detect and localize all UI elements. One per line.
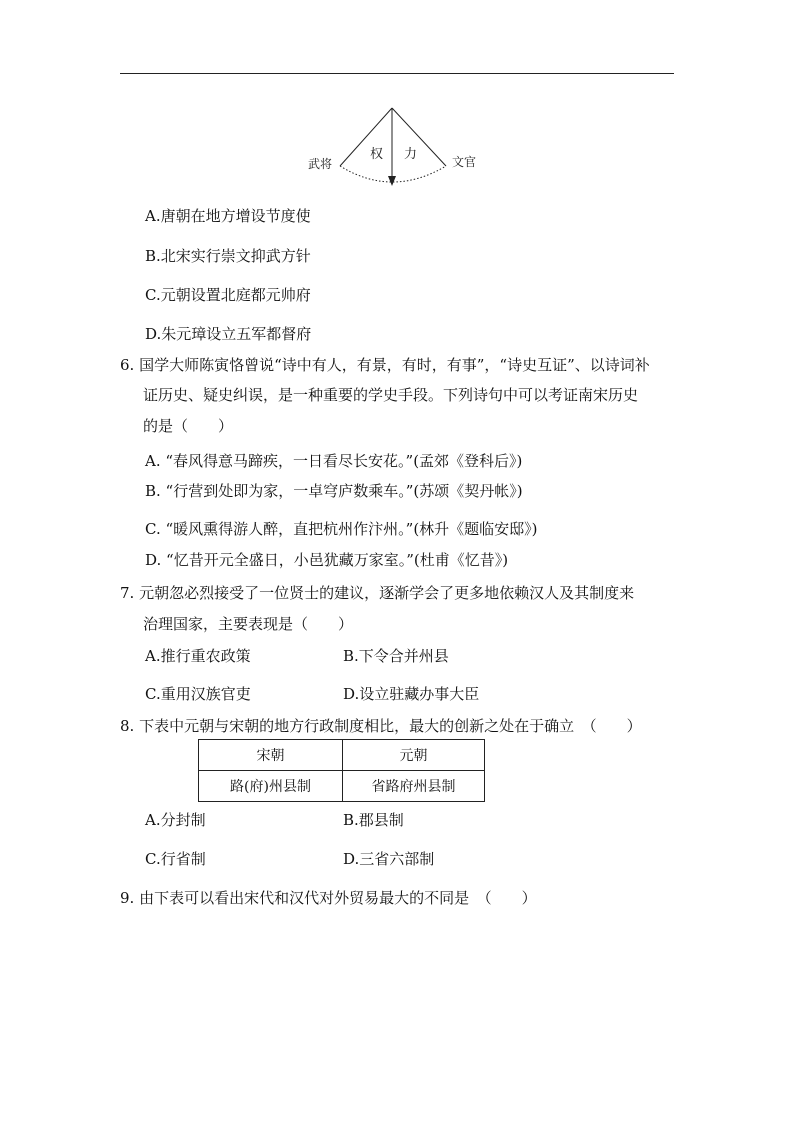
q8-table-cell-yuan: 省路府州县制 (343, 771, 485, 802)
power-diagram (300, 100, 500, 195)
q6-option-c: C. “暖风熏得游人醉，直把杭州作汴州。”(林升《题临安邸》) (145, 520, 538, 538)
q8-option-b: B.郡县制 (343, 811, 404, 829)
header-rule (120, 73, 674, 74)
q7-stem-line-2: 治理国家，主要表现是（ ） (143, 615, 354, 633)
q6-option-d: D. “忆昔开元全盛日，小邑犹藏万家室。”(杜甫《忆昔》) (145, 551, 509, 569)
diagram-right-label: 文官 (452, 155, 477, 169)
q8-option-d: D.三省六部制 (343, 850, 435, 868)
diagram-right-edge (392, 108, 446, 166)
q8-option-a: A.分封制 (145, 811, 206, 829)
q8-table (198, 739, 485, 802)
diagram-left-label: 武将 (308, 157, 333, 171)
q8-table-header-song: 宋朝 (199, 740, 343, 771)
q7-stem-line-1: 7. 元朝忽必烈接受了一位贤士的建议，逐渐学会了更多地依赖汉人及其制度来 (120, 584, 635, 602)
q7-option-c: C.重用汉族官吏 (145, 685, 251, 703)
q5-option-d: D.朱元璋设立五军都督府 (145, 325, 312, 343)
q6-option-a: A. “春风得意马蹄疾，一日看尽长安花。”(孟郊《登科后》) (145, 452, 523, 470)
q6-stem-line-2: 证历史、疑史纠误，是一种重要的学史手段。下列诗句中可以考证南宋历史 (143, 386, 639, 404)
q8-table-cell-song: 路(府)州县制 (199, 771, 343, 802)
diagram-power-label-1: 权 (370, 147, 384, 162)
q7-option-b: B.下令合并州县 (343, 647, 449, 665)
q7-option-d: D.设立驻藏办事大臣 (343, 685, 480, 703)
diagram-left-edge (340, 108, 392, 166)
q8-table-header-yuan: 元朝 (343, 740, 485, 771)
q6-stem-line-1: 6. 国学大师陈寅恪曾说“诗中有人，有景，有时，有事”，“诗史互证”、以诗词补 (120, 356, 650, 374)
q5-option-a: A.唐朝在地方增设节度使 (145, 207, 311, 225)
q8-table-header-row (199, 740, 485, 771)
q8-table-row (199, 771, 485, 802)
q7-option-a: A.推行重农政策 (145, 647, 251, 665)
q9-stem: 9. 由下表可以看出宋代和汉代对外贸易最大的不同是 （ ） (120, 889, 537, 907)
q8-option-c: C.行省制 (145, 850, 206, 868)
q6-stem-line-3: 的是（ ） (143, 417, 234, 435)
q5-option-c: C.元朝设置北庭都元帅府 (145, 286, 311, 304)
power-arrow-head (388, 176, 396, 186)
q6-option-b: B. “行营到处即为家，一卓穹庐数乘车。”(苏颂《契丹帐》) (145, 482, 523, 500)
q5-option-b: B.北宋实行崇文抑武方针 (145, 247, 311, 265)
q8-stem: 8. 下表中元朝与宋朝的地方行政制度相比，最大的创新之处在于确立 （ ） (120, 717, 642, 735)
diagram-power-label-2: 力 (404, 147, 418, 162)
